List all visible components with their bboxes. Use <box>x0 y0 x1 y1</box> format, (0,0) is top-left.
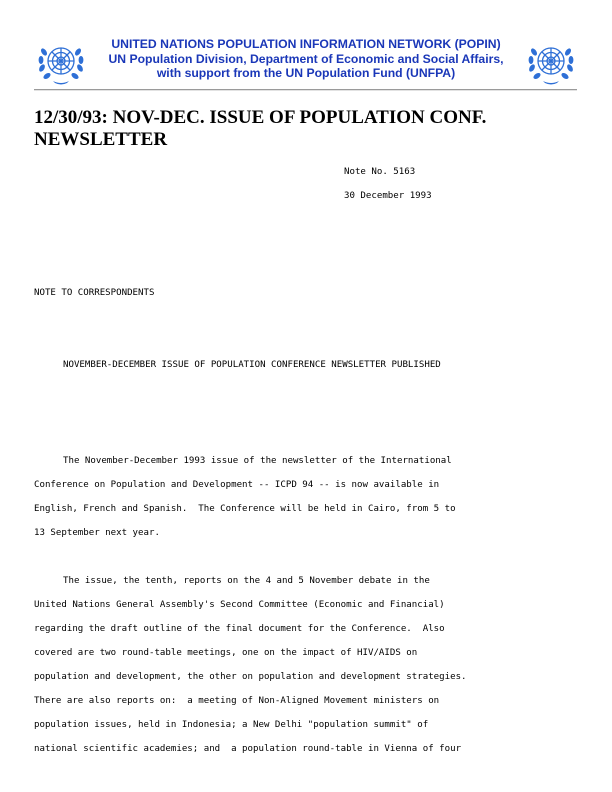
note-to-correspondents: NOTE TO CORRESPONDENTS <box>34 288 155 298</box>
popin-header <box>0 0 612 92</box>
paragraph-line: population and development, the other on population and development strategies. <box>34 672 467 682</box>
header-line-2: UN Population Division, Department of Economic and Social Affairs, <box>108 51 504 66</box>
note-number: Note No. 5163 <box>344 167 416 177</box>
header-line-3: with support from the UN Population Fund (UNFPA) <box>156 66 456 81</box>
paragraph-1 <box>34 455 594 551</box>
paragraph-2 <box>34 575 594 767</box>
paragraph-line: The issue, the tenth, reports on the 4 and 5 November debate in the <box>63 576 430 586</box>
paragraph-line: covered are two round-table meetings, one on the impact of HIV/AIDS on <box>34 648 418 658</box>
network-title <box>90 37 522 81</box>
paragraph-line: Conference on Population and Development -- ICPD 94 -- is now available in <box>34 480 440 490</box>
un-emblem-icon <box>36 38 86 88</box>
paragraph-line: United Nations General Assembly's Second Committee (Economic and Financial) <box>34 600 445 610</box>
paragraph-line: population issues, held in Indonesia; a New Delhi "population summit" of <box>34 720 429 730</box>
un-emblem-icon <box>526 38 576 88</box>
paragraph-line: 13 September next year. <box>34 528 160 538</box>
paragraph-line: national scientific academies; and a population round-table in Vienna of four <box>34 744 462 754</box>
paragraph-line: The November-December 1993 issue of the newsletter of the International <box>63 456 452 466</box>
paragraph-line: There are also reports on: a meeting of Non-Aligned Movement ministers on <box>34 696 440 706</box>
paragraph-line: regarding the draft outline of the final document for the Conference. Also <box>34 624 445 634</box>
headline: NOVEMBER-DECEMBER ISSUE OF POPULATION CONFERENCE NEWSLETTER PUBLISHED <box>63 360 441 370</box>
note-date: 30 December 1993 <box>344 191 432 201</box>
page-title: 12/30/93: NOV-DEC. ISSUE OF POPULATION CONF. NEWSLETTER <box>34 107 487 150</box>
header-divider <box>34 89 577 91</box>
paragraph-line: English, French and Spanish. The Conference will be held in Cairo, from 5 to <box>34 504 456 514</box>
header-line-1: UNITED NATIONS POPULATION INFORMATION NETWORK (POPIN) <box>111 37 501 51</box>
